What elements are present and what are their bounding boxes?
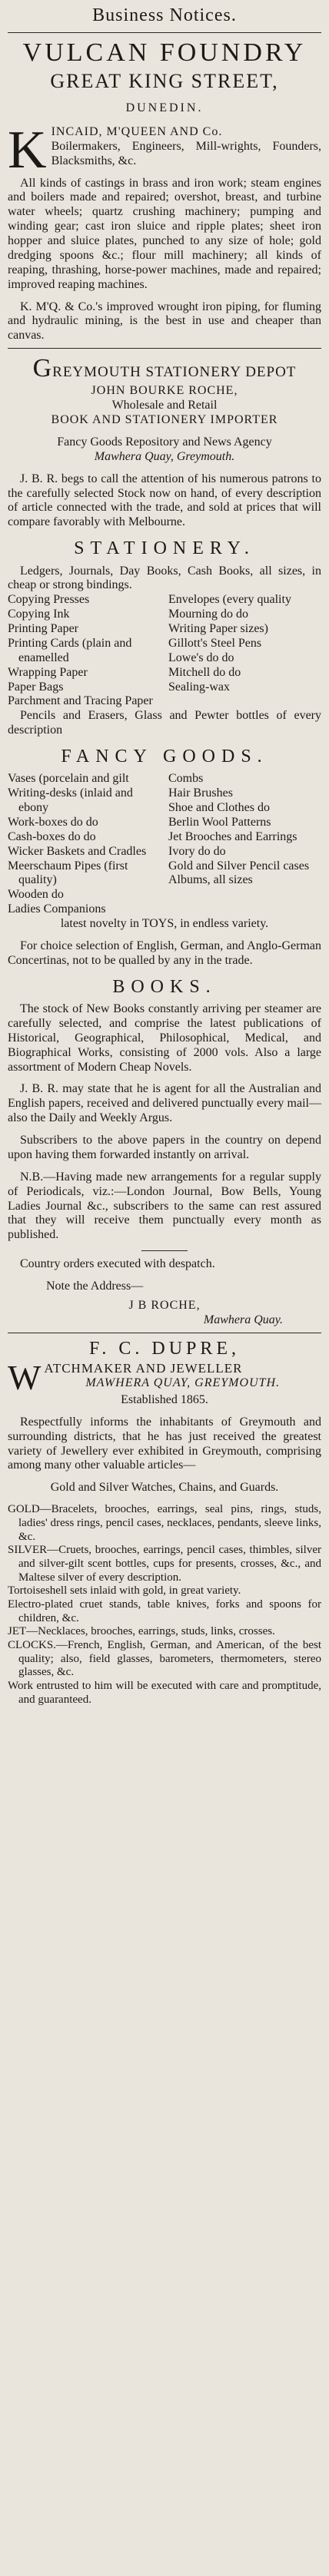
vulcan-description: All kinds of castings in brass and iron work; steam engines and boilers made and repaired; overshot, breast, and turbine water wheels; quartz crushing machinery; pumping and winding gear; cast iron sluice and ripple plates; sheet iron hopper and sluice plates, punched to any size of hole; gold dredging spoons &c.; flour mill machinery; all kinds of reaping, thrashing, horse-power machines, made and repaired; improved reaping machines. <box>8 176 321 291</box>
stationery-item: Mourning do do <box>168 608 248 621</box>
stationery-item: Parchment and Tracing Paper <box>8 694 153 708</box>
signature-name: J B ROCHE, <box>128 1298 201 1312</box>
nb-text: N.B.—Having made new arrangements for a regular supply of Periodicals, viz.:—London Journal, Bow Bells, Young Ladies Journal &c., subscribers to the same can rest assured that they will receive them punctually every month as published. <box>8 1170 321 1242</box>
dupre-jet: JET—Necklaces, brooches, earrings, studs, links, crosses. <box>8 1625 275 1638</box>
stationery-item: Copying Ink <box>8 608 70 621</box>
dupre-clocks: CLOCKS.—French, English, German, and American, of the best quality; also, field glasses, barometers, thermometers, stereo glasses, &c. <box>8 1639 321 1679</box>
vulcan-firm: INCAID, M'QUEEN AND Co. <box>51 124 223 138</box>
vulcan-street: GREAT KING STREET, <box>50 70 279 93</box>
fancy-goods-item: Shoe and Clothes do <box>168 801 270 815</box>
depot-wholesale: Wholesale and Retail <box>111 399 218 412</box>
stationery-right-column <box>168 593 321 709</box>
stationery-item: Wrapping Paper <box>8 665 88 679</box>
fancy-goods-item: Ladies Companions <box>8 902 106 916</box>
divider <box>8 348 321 349</box>
depot-owner: JOHN BOURKE ROCHE, <box>91 384 238 398</box>
vulcan-firm-block <box>8 120 321 180</box>
fancy-goods-item: Wicker Baskets and Cradles <box>8 844 147 858</box>
dupre-address: MAWHERA QUAY, GREYMOUTH. <box>85 1376 281 1389</box>
stationery-item: Printing Cards (plain and enamelled <box>8 636 132 664</box>
divider <box>8 32 321 33</box>
dupre-title-block <box>8 1357 321 1397</box>
signature-place: Mawhera Quay. <box>203 1313 283 1326</box>
dupre-electro: Electro-plated cruet stands, table knives, forks and spoons for children, &c. <box>8 1598 321 1624</box>
dupre-silver: SILVER—Cruets, brooches, earrings, pencil cases, thimbles, silver and silver-gilt scent bottles, cups for presents, crosses, &c., and Maltese silver of every description. <box>8 1544 321 1584</box>
stationery-heading: STATIONERY. <box>74 538 255 559</box>
stationery-item: Copying Presses <box>8 593 90 607</box>
vulcan-trades: Boilermakers, Engineers, Mill-wrights, Founders, Blacksmiths, &c. <box>51 139 321 167</box>
concertina-note: For choice selection of English, German, and Anglo-German Concertinas, not to be qualled by any in the trade. <box>8 939 321 967</box>
fancy-goods-item: Vases (porcelain and gilt <box>8 772 129 786</box>
depot-title <box>8 353 321 384</box>
dupre-name: F. C. DUPRE, <box>88 1338 241 1359</box>
short-divider <box>141 1250 188 1251</box>
fancy-goods-item: Cash-boxes do do <box>8 829 96 843</box>
dupre-dropcap: W <box>8 1357 42 1397</box>
fancy-goods-item: Gold and Silver Pencil cases <box>168 859 310 872</box>
dupre-tortoiseshell: Tortoiseshell sets inlaid with gold, in great variety. <box>8 1584 241 1598</box>
stationery-depot-ad <box>8 353 321 1327</box>
country-orders: Country orders executed with despatch. <box>20 1257 215 1271</box>
fancy-goods-item: Combs <box>168 772 204 786</box>
stationery-list <box>8 593 321 709</box>
depot-importer: BOOK AND STATIONERY IMPORTER <box>51 413 278 427</box>
fancy-goods-item: Work-boxes do do <box>8 815 98 829</box>
vulcan-city: DUNEDIN. <box>125 101 204 115</box>
stationery-intro: Ledgers, Journals, Day Books, Cash Books, all sizes, in cheap or strong bindings. <box>8 564 321 592</box>
stationery-item: Printing Paper <box>8 622 78 636</box>
stationery-item: Sealing-wax <box>168 680 230 694</box>
fancy-goods-item: Ivory do do <box>168 844 226 858</box>
books-text: The stock of New Books constantly arriving per steamer are carefully selected, and comprise the latest publications of Historical, Geographical, Philosophical, Medical, and Biographical Works, consisting of 2000 vols. Also a large assortment of Modern Cheap Novels. <box>8 1002 321 1074</box>
books-heading: BOOKS. <box>112 976 217 997</box>
stationery-item: Gillott's Steel Pens <box>168 636 262 650</box>
vulcan-piping-note: K. M'Q. & Co.'s improved wrought iron piping, for fluming and hydraulic mining, is the best in use and cheaper than canvas. <box>8 300 321 343</box>
depot-title-initial: G <box>32 354 53 383</box>
subscribers-text: Subscribers to the above papers in the country on depend upon having them forwarded instantly on arrival. <box>8 1134 321 1161</box>
depot-intro: J. B. R. begs to call the attention of his numerous patrons to the carefully selected Stock now on hand, of every description of article connected with the trade, and sold at prices that will compare favorably with Melbourne. <box>8 472 321 529</box>
depot-address: Mawhera Quay, Greymouth. <box>94 449 235 463</box>
stationery-tail: Pencils and Erasers, Glass and Pewter bottles of every description <box>8 709 321 737</box>
fancy-right-column <box>168 772 321 917</box>
dupre-title: ATCHMAKER AND JEWELLER <box>44 1360 243 1376</box>
vulcan-name: VULCAN FOUNDRY <box>22 38 307 68</box>
fancy-goods-heading: FANCY GOODS. <box>61 747 268 767</box>
dupre-watches: Gold and Silver Watches, Chains, and Guards. <box>50 1481 279 1495</box>
stationery-left-column <box>8 593 161 709</box>
fancy-left-column <box>8 772 161 917</box>
depot-title-rest: REYMOUTH STATIONERY DEPOT <box>52 364 297 381</box>
fancy-goods-item: Meerschaum Pipes (first quality) <box>8 859 128 887</box>
agent-text: J. B. R. may state that he is agent for all the Australian and English papers, received and delivered punctually every mail—also the Daily and Weekly Argus. <box>8 1082 321 1125</box>
dupre-gold: GOLD—Bracelets, brooches, earrings, seal pins, rings, studs, ladies' dress rings, pencil cases, necklaces, pendants, sleeve links, &c. <box>8 1503 321 1543</box>
stationery-item: Paper Bags <box>8 680 64 694</box>
dupre-work: Work entrusted to him will be executed with care and promptitude, and guaranteed. <box>8 1680 321 1706</box>
fancy-goods-item: Jet Brooches and Earrings <box>168 829 297 843</box>
note-address: Note the Address— <box>46 1280 144 1293</box>
depot-agency: Fancy Goods Repository and News Agency <box>57 435 272 449</box>
fancy-goods-item: Wooden do <box>8 888 64 902</box>
dupre-established: Established 1865. <box>121 1392 208 1406</box>
stationery-item: Envelopes (every quality <box>168 593 291 607</box>
fancy-goods-tail: latest novelty in TOYS, in endless variety. <box>60 917 269 931</box>
fancy-goods-item: Hair Brushes <box>168 786 233 800</box>
vulcan-foundry-ad <box>8 38 321 343</box>
fancy-goods-item: Berlin Wool Patterns <box>168 815 271 829</box>
fancy-goods-item: Albums, all sizes <box>168 873 253 887</box>
stationery-item: Writing Paper sizes) <box>168 622 268 636</box>
stationery-item: Mitchell do do <box>168 665 241 679</box>
vulcan-dropcap: K <box>8 120 47 180</box>
section-header: Business Notices. <box>92 5 237 25</box>
stationery-item: Lowe's do do <box>168 651 234 664</box>
fancy-goods-list <box>8 772 321 917</box>
dupre-ad <box>8 1338 321 1707</box>
dupre-intro: Respectfully informs the inhabitants of Greymouth and surrounding districts, that he has just received the greatest variety of Jewellery ever exhibited in Greymouth, comprising among many other valuable articles— <box>8 1415 321 1472</box>
fancy-goods-item: Writing-desks (inlaid and ebony <box>8 786 133 815</box>
